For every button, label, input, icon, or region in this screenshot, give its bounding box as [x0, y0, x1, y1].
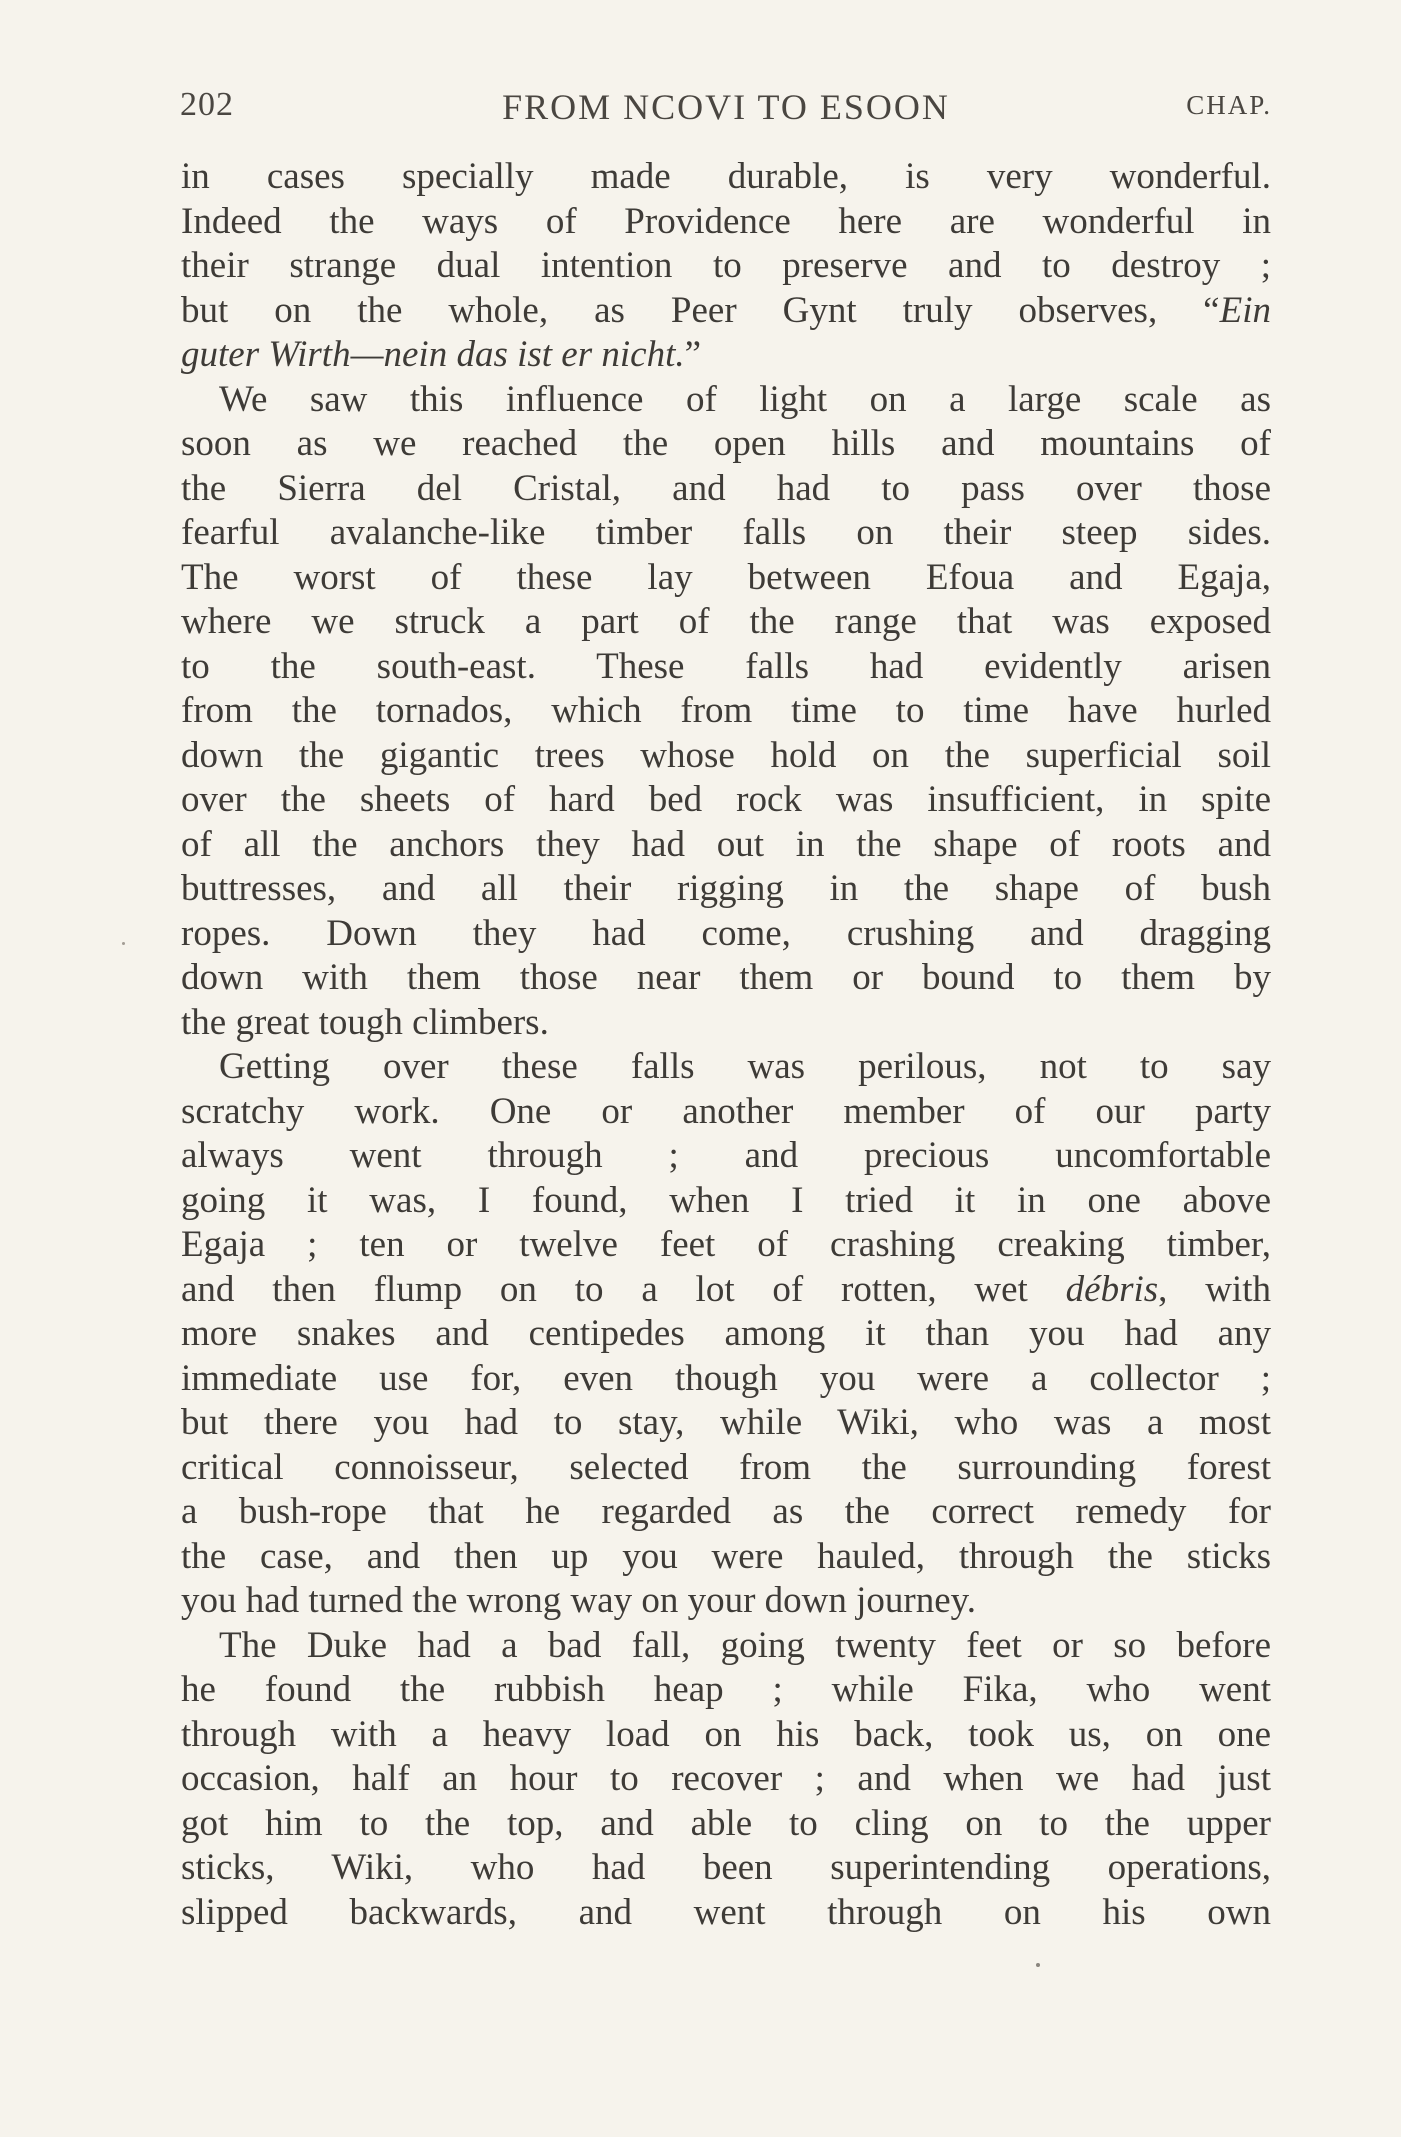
text-line: soon as we reached the open hills and mountains of	[181, 423, 1271, 464]
text-line: of all the anchors they had out in the shape of roots and	[181, 823, 1271, 865]
text-line: always went through ; and precious uncomfortable	[181, 1135, 1271, 1176]
text-line: down the gigantic trees whose hold on the superficial soil	[181, 734, 1271, 776]
text-line: going it was, I found, when I tried it in one above	[181, 1179, 1271, 1221]
running-head	[180, 86, 1272, 136]
text-line: from the tornados, which from time to time have hurled	[181, 690, 1271, 731]
text-line: a bush-rope that he regarded as the correct remedy for	[181, 1491, 1271, 1532]
text-line	[181, 1268, 1271, 1313]
text-line: where we struck a part of the range that was exposed	[181, 601, 1271, 642]
text-line: you had turned the wrong way on your down journey.	[181, 1580, 976, 1621]
paragraph-first-line: Getting over these falls was perilous, not to say	[219, 1046, 1271, 1087]
print-speck	[122, 942, 125, 945]
body-text	[181, 155, 1271, 1935]
text-line: he found the rubbish heap ; while Fika, who went	[181, 1669, 1271, 1710]
italic-word: débris	[1065, 1268, 1159, 1310]
running-title: FROM NCOVI TO ESOON	[502, 87, 950, 127]
text-line: in cases specially made durable, is very wonderful.	[181, 156, 1271, 197]
text-line: buttresses, and all their rigging in the shape of bush	[181, 868, 1271, 909]
text-line: sticks, Wiki, who had been superintending operations,	[181, 1847, 1271, 1888]
text-line: critical connoisseur, selected from the surrounding forest	[181, 1446, 1271, 1488]
paragraph-first-line: The Duke had a bad fall, going twenty feet or so before	[219, 1624, 1271, 1666]
text-line: occasion, half an hour to recover ; and when we had just	[181, 1758, 1271, 1799]
text-span: , with	[1158, 1268, 1271, 1310]
print-speck	[1036, 1963, 1040, 1967]
text-line: but there you had to stay, while Wiki, who was a most	[181, 1402, 1271, 1443]
text-line: Egaja ; ten or twelve feet of crashing creaking timber,	[181, 1224, 1271, 1265]
text-line	[181, 289, 1271, 334]
italic-quote: guter Wirth—nein das ist er nicht.	[181, 334, 685, 375]
text-line: got him to the top, and able to cling on to the upper	[181, 1802, 1271, 1844]
text-line: their strange dual intention to preserve and to destroy ;	[181, 245, 1271, 286]
text-span: but on the whole, as Peer Gynt truly observes, “	[181, 289, 1220, 331]
text-line: The worst of these lay between Efoua and Egaja,	[181, 556, 1271, 598]
text-span: and then flump on to a lot of rotten, wet	[181, 1268, 1066, 1310]
text-line: the great tough climbers.	[181, 1001, 549, 1043]
text-line: fearful avalanche-like timber falls on their steep sides.	[181, 512, 1271, 553]
italic-quote: Ein	[1219, 289, 1271, 331]
text-span: ”	[684, 334, 702, 375]
text-line: slipped backwards, and went through on his own	[181, 1891, 1271, 1933]
text-line: the case, and then up you were hauled, through the sticks	[181, 1535, 1271, 1577]
text-line: ropes. Down they had come, crushing and dragging	[181, 912, 1271, 954]
text-line: through with a heavy load on his back, took us, on one	[181, 1713, 1271, 1755]
text-line: scratchy work. One or another member of our party	[181, 1090, 1271, 1132]
text-line	[181, 333, 1271, 378]
text-line: the Sierra del Cristal, and had to pass over those	[181, 467, 1271, 509]
text-line: to the south-east. These falls had evidently arisen	[181, 645, 1271, 687]
text-line: over the sheets of hard bed rock was insufficient, in spite	[181, 779, 1271, 820]
text-line: immediate use for, even though you were a collector ;	[181, 1357, 1271, 1399]
text-line: more snakes and centipedes among it than you had any	[181, 1313, 1271, 1354]
chapter-abbrev: CHAP.	[1186, 90, 1272, 120]
paragraph-first-line: We saw this influence of light on a large scale as	[219, 378, 1271, 420]
page-number: 202	[180, 86, 234, 123]
text-line: Indeed the ways of Providence here are wonderful in	[181, 200, 1271, 242]
text-line: down with them those near them or bound to them by	[181, 957, 1271, 998]
